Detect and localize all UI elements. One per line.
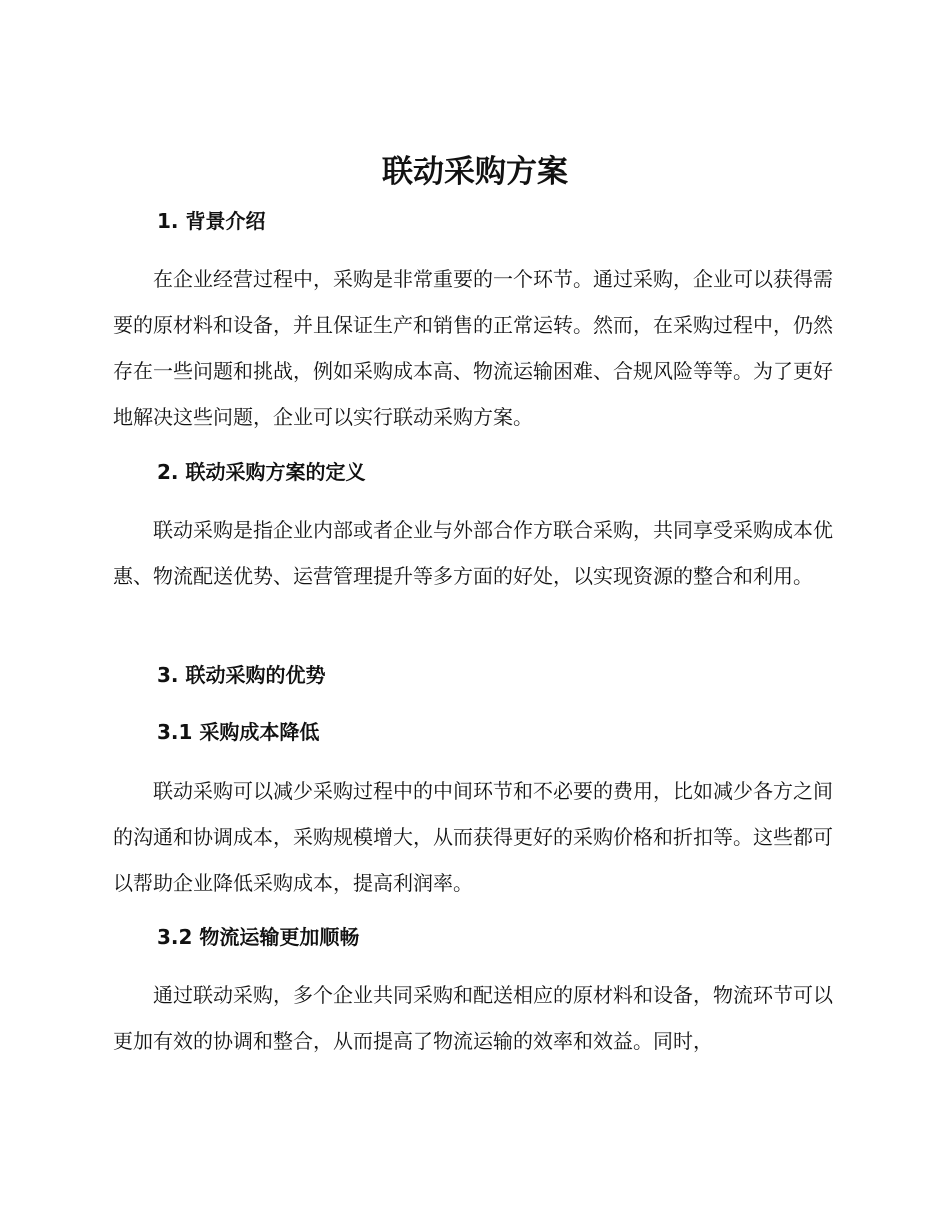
section-heading-background: 1. 背景介绍 <box>157 209 266 233</box>
paragraph-logistics: 通过联动采购，多个企业共同采购和配送相应的原材料和设备，物流环节可以更加有效的协调和整合，从而提高了物流运输的效率和效益。同时， <box>113 983 833 1053</box>
paragraph-background: 在企业经营过程中，采购是非常重要的一个环节。通过采购，企业可以获得需要的原材料和设备，并且保证生产和销售的正常运转。然而，在采购过程中，仍然存在一些问题和挑战，例如采购成本高、物流运输困难、合规风险等等。为了更好地解决这些问题，企业可以实行联动采购方案。 <box>113 267 833 429</box>
section-heading-logistics: 3.2 物流运输更加顺畅 <box>157 925 360 949</box>
paragraph-cost-reduction: 联动采购可以减少采购过程中的中间环节和不必要的费用，比如减少各方之间的沟通和协调成本，采购规模增大，从而获得更好的采购价格和折扣等。这些都可以帮助企业降低采购成本，提高利润率。 <box>113 779 833 895</box>
section-heading-definition: 2. 联动采购方案的定义 <box>157 460 366 484</box>
document-title: 联动采购方案 <box>382 154 568 190</box>
paragraph-definition: 联动采购是指企业内部或者企业与外部合作方联合采购，共同享受采购成本优惠、物流配送优势、运营管理提升等多方面的好处，以实现资源的整合和利用。 <box>113 518 833 588</box>
section-heading-advantages: 3. 联动采购的优势 <box>157 663 326 687</box>
section-heading-cost-reduction: 3.1 采购成本降低 <box>157 720 320 744</box>
